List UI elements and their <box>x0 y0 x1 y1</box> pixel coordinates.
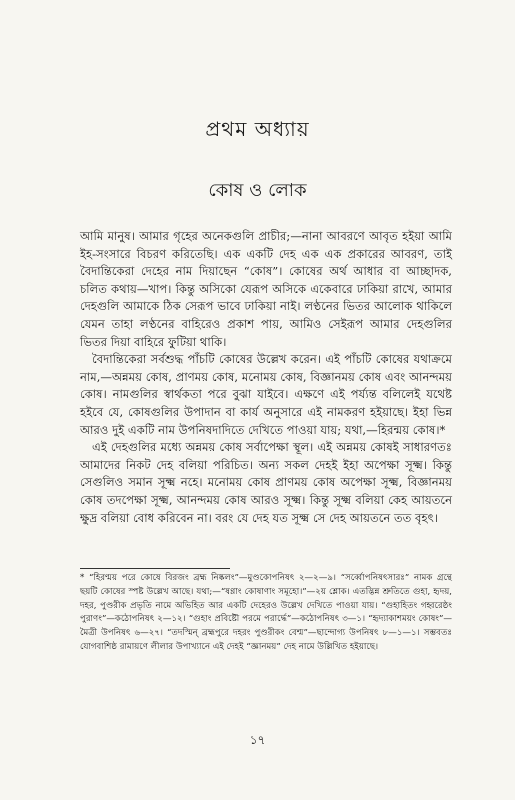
paragraph: বৈদান্তিকেরা সর্বশুদ্ধ পাঁচটি কোষের উল্লেখ করেন। এই পাঁচটি কোষের যথাক্রমে নাম,—অন্নময় কোষ, প্রাণময় কোষ, মনোময় কোষ, বিজ্ঞানময় কোষ এবং আনন্দময় কোষ। নামগুলির স্বার্থকতা পরে বুঝা যাইবে। এক্ষণে এই পর্য্যন্ত বলিলেই যথেষ্ট হইবে যে, কোষগুলির উপাদান বা কার্য অনুসারে এই নামকরণ হইয়াছে। ইহা ভিন্ন আরও দুই একটি নাম উপনিষদাদিতে দেখিতে পাওয়া যায়; যথা,—হিরন্ময় কোষ।* <box>80 352 452 437</box>
page-number: ১৭ <box>249 733 266 747</box>
chapter-title: প্রথম অধ্যায় <box>205 117 310 141</box>
section-title: কোষ ও লোক <box>208 180 307 201</box>
footnote-divider <box>80 568 230 569</box>
body-text <box>80 228 452 527</box>
footnote: * “হিরণ্ময় পরে কোষে বিরজং ব্রহ্ম নিষ্কলং”—মুণ্ডকোপনিষৎ ২—২—৯। “সর্ব্বোপনিষৎসারঃ” নামক গ্রন্থে ছয়টি কোষের স্পষ্ট উল্লেখ আছে। যথা;—“ষণ্ণাং কোষাণাং সমূহো।”—২য় শ্লোক। এতদ্ভিন্ন শ্রুতিতে গুহা, হৃদয়, দহর, পুণ্ডরীক প্রভৃতি নামে অভিহিত আর একটি দেহেরও উল্লেখ দেখিতে পাওয়া যায়। “গুহাহিতং গহ্বরেষ্ঠং পুরাণং”—কঠোপনিষৎ ২—১২। “গুহাং প্রবিষ্টৌ পরমে পরার্দ্ধে”—কঠোপনিষৎ ৩—১। “হৃদ্যাকাশময়ং কোষং”—মৈত্রী উপনিষৎ ৬—২৭। “তদস্মিন্ ব্রহ্মপুরে দহরং পুণ্ডরীকং বেশ্ম”—ছান্দোগ্য উপনিষৎ ৮—১—১। সম্ভবতঃ যোগবাশিষ্ঠ রামায়ণে লীলার উপাখ্যানে এই দেহই “জ্ঞানময়” দেহ নামে উল্লিখিত হইয়াছে। <box>80 573 452 652</box>
paragraph: আমি মানুষ। আমার গৃহের অনেকগুলি প্রাচীর;—নানা আবরণে আবৃত হইয়া আমি ইহ-সংসারে বিচরণ করিতেছি। এক একটি দেহ এক এক প্রকারের আবরণ, তাই বৈদান্তিকেরা দেহের নাম দিয়াছেন “কোষ”। কোষের অর্থ আধার বা আচ্ছাদক, চলিত কথায়—খাপ। কিন্তু অসিকো যেরূপ অসিকে একেবারে ঢাকিয়া রাখে, আমার দেহগুলি আমাকে ঠিক সেরূপ ভাবে ঢাকিয়া নাই। লণ্ঠনের ভিতর আলোক থাকিলে যেমন তাহা লণ্ঠনের বাহিরেও প্রকাশ পায়, আমিও সেইরূপ আমার দেহগুলির ভিতর দিয়া বাহিরে ফুটিয়া থাকি। <box>80 229 452 349</box>
paragraph: এই দেহগুলির মধ্যে অন্নময় কোষ সর্বাপেক্ষা স্থূল। এই অন্নময় কোষই সাধারণতঃ আমাদের নিকট দেহ বলিয়া পরিচিত। অন্য সকল দেহই ইহা অপেক্ষা সূক্ষ্ম। কিন্তু সেগুলিও সমান সূক্ষ্ম নহে। মনোময় কোষ প্রাণময় কোষ অপেক্ষা সূক্ষ্ম, বিজ্ঞানময় কোষ তদপেক্ষা সূক্ষ্ম, আনন্দময় কোষ আরও সূক্ষ্ম। কিন্তু সূক্ষ্ম বলিয়া কেহ আয়তনে ক্ষুদ্র বলিয়া বোধ করিবেন না। বরং যে দেহ যত সূক্ষ্ম সে দেহ আয়তনে তত বৃহৎ। <box>80 440 452 525</box>
